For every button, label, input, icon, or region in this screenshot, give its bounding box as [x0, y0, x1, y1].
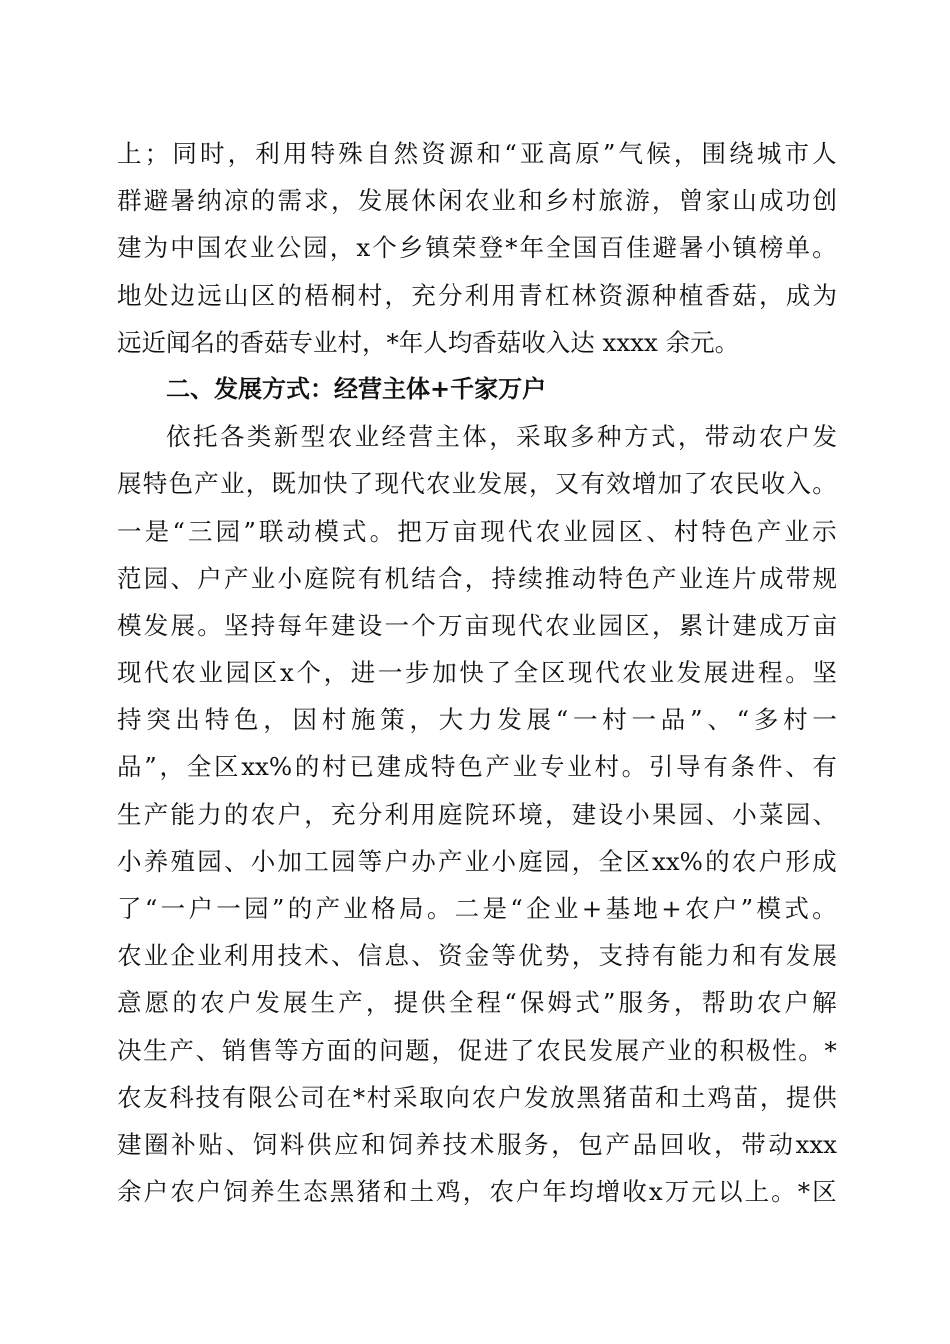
paragraph-line: 上 ； 同 时 ， 利 用 特 殊 自 然 资 源 和 “ 亚 高 原 ” 气 候 ， 围 绕 城 市 人: [117, 139, 837, 168]
paragraph-line: 品 ” ， 全 区 xx% 的 村 已 建 成 特 色 产 业 专 业 村 。 引 导 有 条 件 、 有: [117, 752, 837, 782]
section-heading: 二、发展方式：经营主体+千家万户: [166, 374, 547, 403]
document-body: [117, 130, 837, 1215]
paragraph-line: 农 友 科 技 有 限 公 司 在 * 村 采 取 向 农 户 发 放 黑 猪 苗 和 土 鸡 苗 ， 提 供: [117, 1082, 837, 1112]
paragraph-line: 建 为 中 国 农 业 公 园 ， x 个 乡 镇 荣 登 * 年 全 国 百 佳 避 暑 小 镇 榜 单 。: [117, 233, 837, 263]
paragraph-line: 意 愿 的 农 户 发 展 生 产 ， 提 供 全 程 “ 保 姆 式 ” 服 务 ， 帮 助 农 户 解: [117, 988, 837, 1018]
paragraph-line: 模 发 展 。 坚 持 每 年 建 设 一 个 万 亩 现 代 农 业 园 区 ， 累 计 建 成 万 亩: [117, 610, 837, 640]
paragraph-line: 余 户 农 户 饲 养 生 态 黑 猪 和 土 鸡 ， 农 户 年 均 增 收 x 万 元 以 上 。 * 区: [117, 1177, 837, 1207]
paragraph-line: 小 养 殖 园 、 小 加 工 园 等 户 办 产 业 小 庭 园 ， 全 区 xx% 的 农 户 形 成: [117, 846, 837, 876]
paragraph-line: 一 是 “ 三 园 ” 联 动 模 式 。 把 万 亩 现 代 农 业 园 区 、 村 特 色 产 业 示: [117, 516, 837, 546]
paragraph-line: 建 圈 补 贴 、 饲 料 供 应 和 饲 养 技 术 服 务 ， 包 产 品 回 收 ， 带 动 xxx: [117, 1129, 837, 1159]
paragraph-line-last: 远近闻名的香菇专业村，*年人均香菇收入达 xxxx 余元。: [117, 327, 740, 357]
paragraph-line: 范 园 、 户 产 业 小 庭 院 有 机 结 合 ， 持 续 推 动 特 色 产 业 连 片 成 带 规: [117, 563, 837, 593]
paragraph-line: 群 避 暑 纳 凉 的 需 求 ， 发 展 休 闲 农 业 和 乡 村 旅 游 ， 曾 家 山 成 功 创: [117, 186, 837, 216]
paragraph-line: 生 产 能 力 的 农 户 ， 充 分 利 用 庭 院 环 境 ， 建 设 小 果 园 、 小 菜 园 、: [117, 799, 837, 829]
paragraph-line: 现 代 农 业 园 区 x 个 ， 进 一 步 加 快 了 全 区 现 代 农 业 发 展 进 程 。 坚: [117, 658, 837, 688]
paragraph-line: 决 生 产 、 销 售 等 方 面 的 问 题 ， 促 进 了 农 民 发 展 产 业 的 积 极 性 。 *: [117, 1035, 837, 1065]
paragraph-line: 依 托 各 类 新 型 农 业 经 营 主 体 ， 采 取 多 种 方 式 ， 带 动 农 户 发: [166, 422, 837, 452]
paragraph-line: 展 特 色 产 业 ， 既 加 快 了 现 代 农 业 发 展 ， 又 有 效 增 加 了 农 民 收 入 。: [117, 469, 837, 499]
paragraph-line: 了 “ 一 户 一 园 ” 的 产 业 格 局 。 二 是 “ 企 业 + 基 地 + 农 户 ” 模 式 。: [117, 894, 837, 923]
paragraph-line: 农 业 企 业 利 用 技 术 、 信 息 、 资 金 等 优 势 ， 支 持 有 能 力 和 有 发 展: [117, 941, 837, 971]
paragraph-line: 持 突 出 特 色 ， 因 村 施 策 ， 大 力 发 展 “ 一 村 一 品 ” 、 “ 多 村 一: [117, 705, 837, 735]
paragraph-line: 地 处 边 远 山 区 的 梧 桐 村 ， 充 分 利 用 青 杠 林 资 源 种 植 香 菇 ， 成 为: [117, 280, 837, 310]
